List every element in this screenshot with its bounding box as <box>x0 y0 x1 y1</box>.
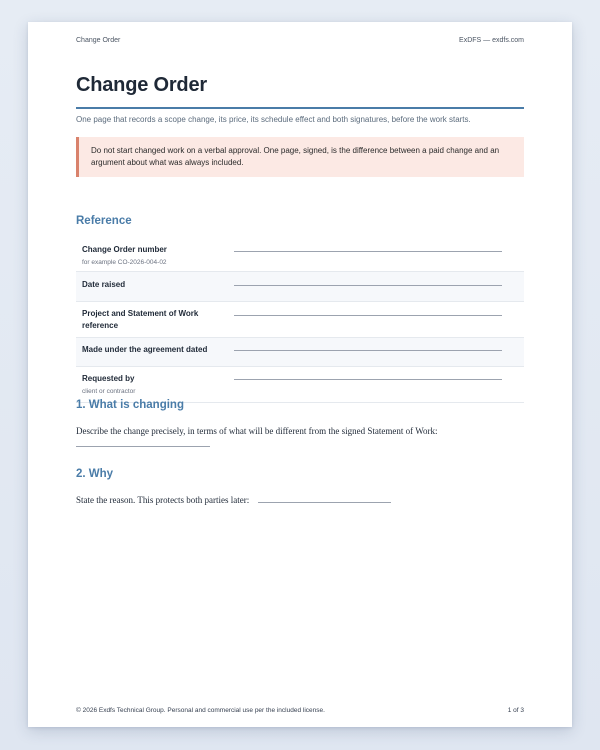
reference-row-date-raised <box>76 272 524 302</box>
footer-copyright: © 2026 Exdfs Technical Group. Personal and commercial use per the included license. <box>76 707 325 714</box>
reference-row-hint: client or contractor <box>82 388 136 395</box>
document-subtitle: One page that records a scope change, its price, its schedule effect and both signatures, before the work starts. <box>76 115 471 124</box>
reference-row-agreement-dated <box>76 338 524 367</box>
reference-row-input-line[interactable] <box>234 350 502 351</box>
reference-row-project-sow <box>76 302 524 338</box>
section-1-heading: 1. What is changing <box>76 399 184 411</box>
reference-row-input-line[interactable] <box>234 379 502 380</box>
section-2-prompt: State the reason. This protects both parties later: <box>76 495 250 505</box>
reference-row-input-line[interactable] <box>234 251 502 252</box>
footer-page-number: 1 of 3 <box>507 707 524 714</box>
running-header <box>76 37 524 44</box>
reference-heading: Reference <box>76 215 132 227</box>
section-2-heading: 2. Why <box>76 468 114 480</box>
reference-row-input-line[interactable] <box>234 315 502 316</box>
reference-row-label: Project and Statement of Work reference <box>82 309 199 330</box>
running-header-title: Change Order <box>76 37 121 44</box>
warning-callout: Do not start changed work on a verbal approval. One page, signed, is the difference between a paid change and an argument about what was always included. <box>76 137 524 177</box>
reference-row-label: Made under the agreement dated <box>82 345 208 354</box>
reference-row-hint: for example CO-2026-004-02 <box>82 259 167 266</box>
section-1-answer-line[interactable] <box>76 446 210 447</box>
document-page <box>28 22 572 727</box>
reference-row-change-order-number <box>76 235 524 272</box>
document-title: Change Order <box>76 74 207 96</box>
reference-row-input-line[interactable] <box>234 285 502 286</box>
reference-row-label: Change Order number <box>82 245 167 254</box>
title-rule <box>76 107 524 109</box>
page-content <box>76 22 524 727</box>
running-header-site: ExDFS — exdfs.com <box>459 37 524 44</box>
section-1-prompt: Describe the change precisely, in terms of what will be different from the signed Statement of Work: <box>76 426 438 436</box>
reference-table <box>76 235 524 403</box>
reference-row-label: Date raised <box>82 280 126 289</box>
page-footer <box>76 707 524 714</box>
reference-row-requested-by <box>76 367 524 403</box>
section-2-answer-line[interactable] <box>258 502 391 503</box>
reference-row-label: Requested by <box>82 374 135 383</box>
